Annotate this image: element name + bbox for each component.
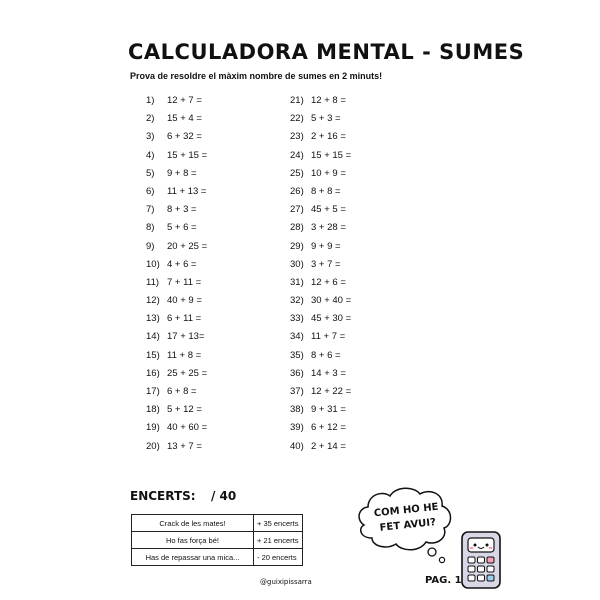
exercise-operation: 13 + 7 = — [167, 440, 202, 452]
exercise-number: 28) — [290, 222, 304, 234]
exercise-operation: 9 + 9 = — [311, 240, 341, 252]
exercise-operation: 14 + 3 = — [311, 367, 346, 379]
exercise-operation: 5 + 6 = — [167, 222, 197, 234]
exercise-operation: 11 + 13 = — [167, 185, 207, 197]
exercise-number: 2) — [146, 113, 155, 125]
reward-label: Ho fas força bé! — [132, 532, 254, 549]
exercise-item — [146, 147, 207, 165]
exercise-operation: 12 + 8 = — [311, 95, 346, 106]
exercise-number: 34) — [290, 331, 304, 343]
rewards-row — [132, 515, 303, 532]
exercise-number: 21) — [290, 95, 304, 106]
exercise-operation: 3 + 28 = — [311, 222, 346, 234]
exercise-number: 33) — [290, 313, 304, 325]
reward-points: + 35 encerts — [254, 515, 303, 532]
exercise-operation: 2 + 16 = — [311, 131, 346, 143]
exercise-number: 5) — [146, 167, 155, 179]
exercise-item — [290, 183, 351, 201]
exercise-operation: 8 + 3 = — [167, 204, 197, 216]
rewards-row — [132, 532, 303, 549]
exercise-item — [290, 110, 351, 128]
page-number: PAG. 1 — [425, 575, 462, 586]
exercise-number: 11) — [146, 276, 160, 288]
exercise-number: 38) — [290, 404, 304, 416]
exercise-item — [290, 274, 351, 292]
exercise-operation: 10 + 9 = — [311, 167, 346, 179]
exercise-number: 24) — [290, 149, 304, 161]
exercise-operation: 9 + 31 = — [311, 404, 346, 416]
exercise-item — [146, 256, 207, 274]
exercise-number: 13) — [146, 313, 160, 325]
exercise-item — [146, 438, 207, 456]
exercise-item — [290, 201, 351, 219]
exercise-operation: 12 + 22 = — [311, 386, 352, 397]
exercise-item — [290, 419, 351, 437]
exercise-number: 37) — [290, 386, 304, 397]
exercise-operation: 17 + 13= — [167, 331, 205, 343]
exercise-operation: 12 + 6 = — [311, 276, 346, 288]
exercise-number: 12) — [146, 295, 160, 307]
exercise-item — [146, 238, 207, 256]
exercise-operation: 6 + 11 = — [167, 313, 202, 325]
exercise-number: 26) — [290, 185, 304, 197]
exercise-operation: 9 + 8 = — [167, 167, 197, 179]
exercise-operation: 40 + 60 = — [167, 422, 208, 434]
exercise-number: 36) — [290, 367, 304, 379]
exercise-item — [290, 219, 351, 237]
exercise-operation: 6 + 8 = — [167, 386, 197, 397]
exercise-number: 6) — [146, 185, 155, 197]
exercise-item — [146, 92, 207, 110]
bubble-line-1: COM HO HE — [373, 501, 440, 520]
score-label: ENCERTS: — [130, 489, 196, 503]
exercise-operation: 25 + 25 = — [167, 367, 208, 379]
exercise-operation: 11 + 8 = — [167, 349, 202, 361]
reward-points: + 21 encerts — [254, 532, 303, 549]
exercise-number: 7) — [146, 204, 155, 216]
exercise-item — [290, 347, 351, 365]
author-handle: @guixipissarra — [260, 578, 312, 586]
exercise-item — [146, 419, 207, 437]
exercise-number: 17) — [146, 386, 160, 397]
exercise-item — [146, 128, 207, 146]
exercise-item — [146, 347, 207, 365]
exercise-operation: 6 + 32 = — [167, 131, 202, 143]
exercise-operation: 12 + 7 = — [167, 95, 202, 106]
exercise-item — [146, 201, 207, 219]
exercise-number: 10) — [146, 258, 160, 270]
exercise-number: 3) — [146, 131, 155, 143]
exercise-item — [146, 110, 207, 128]
exercise-number: 23) — [290, 131, 304, 143]
exercise-number: 9) — [146, 240, 155, 252]
exercise-number: 29) — [290, 240, 304, 252]
score-total: / 40 — [211, 489, 237, 503]
exercise-operation: 45 + 30 = — [311, 313, 352, 325]
calculator-mascot-icon — [460, 530, 502, 590]
exercise-item — [290, 401, 351, 419]
exercise-item — [146, 183, 207, 201]
exercise-item — [146, 383, 207, 401]
exercise-operation: 30 + 40 = — [311, 295, 352, 307]
exercise-operation: 4 + 6 = — [167, 258, 197, 270]
exercise-number: 40) — [290, 440, 304, 452]
exercise-number: 8) — [146, 222, 155, 234]
exercise-operation: 15 + 4 = — [167, 113, 202, 125]
exercise-item — [146, 310, 207, 328]
exercise-operation: 20 + 25 = — [167, 240, 208, 252]
exercise-number: 15) — [146, 349, 160, 361]
exercise-number: 35) — [290, 349, 304, 361]
exercise-item — [290, 292, 351, 310]
exercise-item — [146, 219, 207, 237]
exercise-item — [290, 256, 351, 274]
exercise-operation: 40 + 9 = — [167, 295, 202, 307]
exercise-item — [290, 92, 351, 110]
worksheet-title: CALCULADORA MENTAL - SUMES — [128, 40, 525, 64]
reward-label: Crack de les mates! — [132, 515, 254, 532]
exercise-number: 16) — [146, 367, 160, 379]
exercise-number: 19) — [146, 422, 160, 434]
exercise-operation: 5 + 3 = — [311, 113, 341, 125]
exercise-operation: 15 + 15 = — [167, 149, 208, 161]
exercise-number: 1) — [146, 95, 155, 106]
exercise-operation: 45 + 5 = — [311, 204, 346, 216]
exercise-item — [146, 274, 207, 292]
exercise-item — [290, 310, 351, 328]
exercise-number: 22) — [290, 113, 304, 125]
exercise-item — [146, 165, 207, 183]
exercise-item — [290, 128, 351, 146]
exercise-number: 18) — [146, 404, 160, 416]
exercise-item — [290, 365, 351, 383]
exercise-column-right — [290, 92, 351, 456]
exercise-number: 39) — [290, 422, 304, 434]
exercise-operation: 11 + 7 = — [311, 331, 346, 343]
rewards-table — [131, 514, 303, 566]
exercise-item — [290, 383, 351, 401]
exercise-column-left — [146, 92, 207, 456]
exercise-number: 25) — [290, 167, 304, 179]
reward-label: Has de repassar una mica... — [132, 549, 254, 566]
bubble-line-2: FET AVUI? — [379, 517, 437, 534]
exercise-number: 14) — [146, 331, 160, 343]
exercise-operation: 2 + 14 = — [311, 440, 346, 452]
exercise-item — [146, 328, 207, 346]
exercise-item — [146, 401, 207, 419]
exercise-operation: 3 + 7 = — [311, 258, 341, 270]
exercise-item — [290, 165, 351, 183]
exercise-number: 31) — [290, 276, 304, 288]
exercise-item — [290, 328, 351, 346]
exercise-operation: 15 + 15 = — [311, 149, 352, 161]
exercise-number: 27) — [290, 204, 304, 216]
exercise-operation: 5 + 12 = — [167, 404, 202, 416]
exercise-operation: 8 + 6 = — [311, 349, 341, 361]
reward-points: - 20 encerts — [254, 549, 303, 566]
exercise-number: 32) — [290, 295, 304, 307]
exercise-item — [290, 238, 351, 256]
exercise-number: 4) — [146, 149, 155, 161]
exercise-item — [146, 365, 207, 383]
exercise-number: 30) — [290, 258, 304, 270]
exercise-item — [290, 147, 351, 165]
exercise-operation: 8 + 8 = — [311, 185, 341, 197]
rewards-row — [132, 549, 303, 566]
exercise-number: 20) — [146, 440, 160, 452]
worksheet-instructions: Prova de resoldre el màxim nombre de sumes en 2 minuts! — [130, 71, 383, 81]
exercise-item — [290, 438, 351, 456]
exercise-operation: 7 + 11 = — [167, 276, 202, 288]
exercise-item — [146, 292, 207, 310]
exercise-operation: 6 + 12 = — [311, 422, 346, 434]
